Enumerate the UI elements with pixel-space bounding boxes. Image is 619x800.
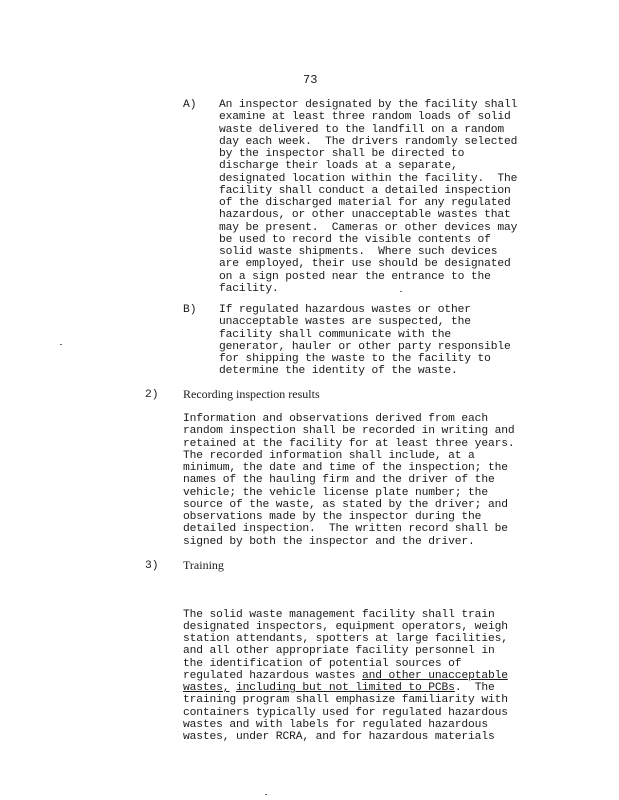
section-3-line: the identification of potential sources of — [183, 657, 462, 670]
section-3-line: station attendants, spotters at large facilities, — [183, 633, 508, 645]
section-2-line: retained at the facility for at least three years. — [183, 437, 515, 450]
underlined-insertion: including but not limited to PCBs — [236, 682, 455, 694]
item-a-line: may be present. Cameras or other devices may — [219, 221, 518, 234]
item-a-line: facility. — [219, 282, 279, 295]
item-a-paragraph — [219, 99, 517, 295]
item-b-paragraph — [219, 304, 511, 378]
section-2-line: source of the waste, as stated by the driver; and — [183, 498, 508, 511]
section-3-line-7 — [183, 682, 508, 694]
section-2-line: minimum, the date and time of the inspection; the — [183, 462, 508, 474]
line6-plain-text: regulated hazardous wastes — [183, 669, 362, 682]
item-a-line: examine at least three random loads of solid — [219, 111, 511, 124]
item-a-line: designated location within the facility. The — [219, 172, 518, 185]
section-3-line: designated inspectors, equipment operators, weigh — [183, 620, 508, 633]
section-2-line: signed by both the inspector and the driver. — [183, 535, 475, 548]
section-2-line: observations made by the inspector during the — [183, 511, 482, 523]
section-2-line: Information and observations derived from each — [183, 413, 488, 425]
scan-speck — [400, 291, 402, 292]
section-3-line: training program shall emphasize familiarity with — [183, 694, 508, 707]
underlined-insertion: wastes, — [183, 682, 230, 694]
item-a-line: of the discharged material for any regulated — [219, 197, 511, 209]
section-3-line-6 — [183, 670, 508, 682]
item-a-line: discharge their loads at a separate, — [219, 160, 458, 173]
item-a-line: facility shall conduct a detailed inspection — [219, 184, 511, 197]
underlined-insertion: and other unacceptable — [362, 669, 508, 682]
section-3-line: containers typically used for regulated hazardous — [183, 706, 508, 719]
item-a-line: be used to record the visible contents of — [219, 233, 491, 246]
item-b-line: generator, hauler or other party responsible — [219, 340, 511, 353]
item-a-marker: A) — [183, 99, 197, 111]
section-2-line: names of the hauling firm and the driver of the — [183, 474, 495, 487]
item-a-line: solid waste shipments. Where such devices — [219, 246, 498, 258]
item-a-line: by the inspector shall be directed to — [219, 148, 465, 160]
section-3-line: wastes and with labels for regulated hazardous — [183, 718, 488, 731]
section-2-line: random inspection shall be recorded in writing and — [183, 425, 515, 438]
section-2-heading: Recording inspection results — [183, 387, 320, 401]
item-b-marker: B) — [183, 304, 197, 316]
item-b-line: unacceptable wastes are suspected, the — [219, 316, 471, 329]
page-number: 73 — [303, 73, 318, 87]
section-3-marker: 3) — [145, 560, 159, 572]
item-b-line: determine the identity of the waste. — [219, 365, 458, 378]
section-2-line: The recorded information shall include, at a — [183, 449, 475, 462]
section-3-line: wastes, under RCRA, and for hazardous materials — [183, 731, 495, 743]
item-b-line: for shipping the waste to the facility to — [219, 353, 491, 365]
scan-speck — [265, 794, 267, 795]
item-a-line: day each week. The drivers randomly selected — [219, 135, 518, 148]
item-b-line: If regulated hazardous wastes or other — [219, 304, 471, 316]
line7-plain-text: . The — [454, 682, 495, 694]
section-3-paragraph — [183, 584, 508, 768]
item-a-line: An inspector designated by the facility shall — [219, 99, 518, 111]
section-2-line: detailed inspection. The written record shall be — [183, 523, 508, 536]
section-2-line: vehicle; the vehicle license plate number; the — [183, 486, 488, 499]
section-2-marker: 2) — [145, 389, 159, 401]
section-3-line: The solid waste management facility shall train — [183, 608, 495, 621]
section-2-paragraph — [183, 413, 514, 548]
item-a-line: are employed, their use should be designated — [219, 258, 511, 271]
section-3-heading: Training — [183, 558, 224, 572]
item-a-line: hazardous, or other unacceptable wastes that — [219, 209, 511, 222]
item-b-line: facility shall communicate with the — [219, 328, 452, 341]
scan-speck — [60, 344, 62, 345]
section-3-line: and all other appropriate facility personnel in — [183, 645, 495, 658]
item-a-line: on a sign posted near the entrance to the — [219, 270, 491, 283]
item-a-line: waste delivered to the landfill on a random — [219, 123, 505, 136]
